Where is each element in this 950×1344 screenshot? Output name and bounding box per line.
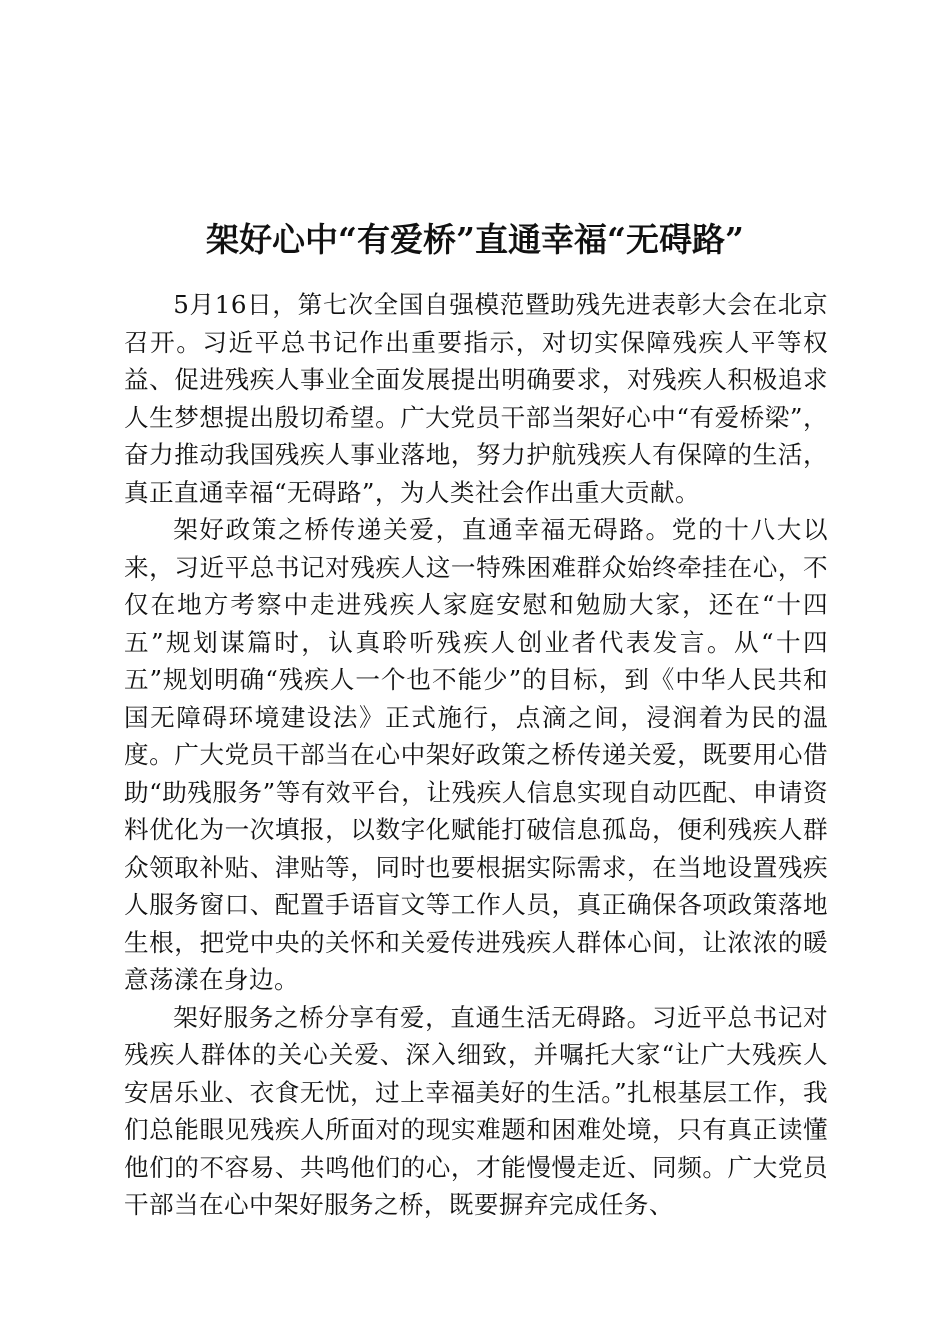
paragraph-service-bridge: 架好服务之桥分享有爱，直通生活无碍路。习近平总书记对残疾人群体的关心关爱、深入细致，并嘱托大家“让广大残疾人安居乐业、衣食无忧，过上幸福美好的生活。”扎根基层工作，我们总能眼见残疾人所面对的现实难题和困难处境，只有真正读懂他们的不容易、共鸣他们的心，才能慢慢走近、同频。广大党员干部当在心中架好服务之桥，既要摒弃完成任务、	[124, 1002, 828, 1219]
document-body	[124, 286, 828, 1224]
paragraph-policy-bridge: 架好政策之桥传递关爱，直通幸福无碍路。党的十八大以来，习近平总书记对残疾人这一特殊困难群众始终牵挂在心，不仅在地方考察中走进残疾人家庭安慰和勉励大家，还在“十四五”规划谋篇时，认真聆听残疾人创业者代表发言。从“十四五”规划明确“残疾人一个也不能少”的目标，到《中华人民共和国无障碍环境建设法》正式施行，点滴之间，浸润着为民的温度。广大党员干部当在心中架好政策之桥传递关爱，既要用心借助“助残服务”等有效平台，让残疾人信息实现自动匹配、申请资料优化为一次填报，以数字化赋能打破信息孤岛，便利残疾人群众领取补贴、津贴等，同时也要根据实际需求，在当地设置残疾人服务窗口、配置手语盲文等工作人员，真正确保各项政策落地生根，把党中央的关怀和关爱传进残疾人群体心间，让浓浓的暖意荡漾在身边。	[124, 515, 828, 994]
paragraph-intro: 5月16日，第七次全国自强模范暨助残先进表彰大会在北京召开。习近平总书记作出重要指示，对切实保障残疾人平等权益、促进残疾人事业全面发展提出明确要求，对残疾人积极追求人生梦想提出殷切希望。广大党员干部当架好心中“有爱桥梁”，奋力推动我国残疾人事业落地，努力护航残疾人有保障的生活，真正直通幸福“无碍路”，为人类社会作出重大贡献。	[124, 290, 828, 507]
document-title: 架好心中“有爱桥”直通幸福“无碍路”	[206, 220, 744, 260]
